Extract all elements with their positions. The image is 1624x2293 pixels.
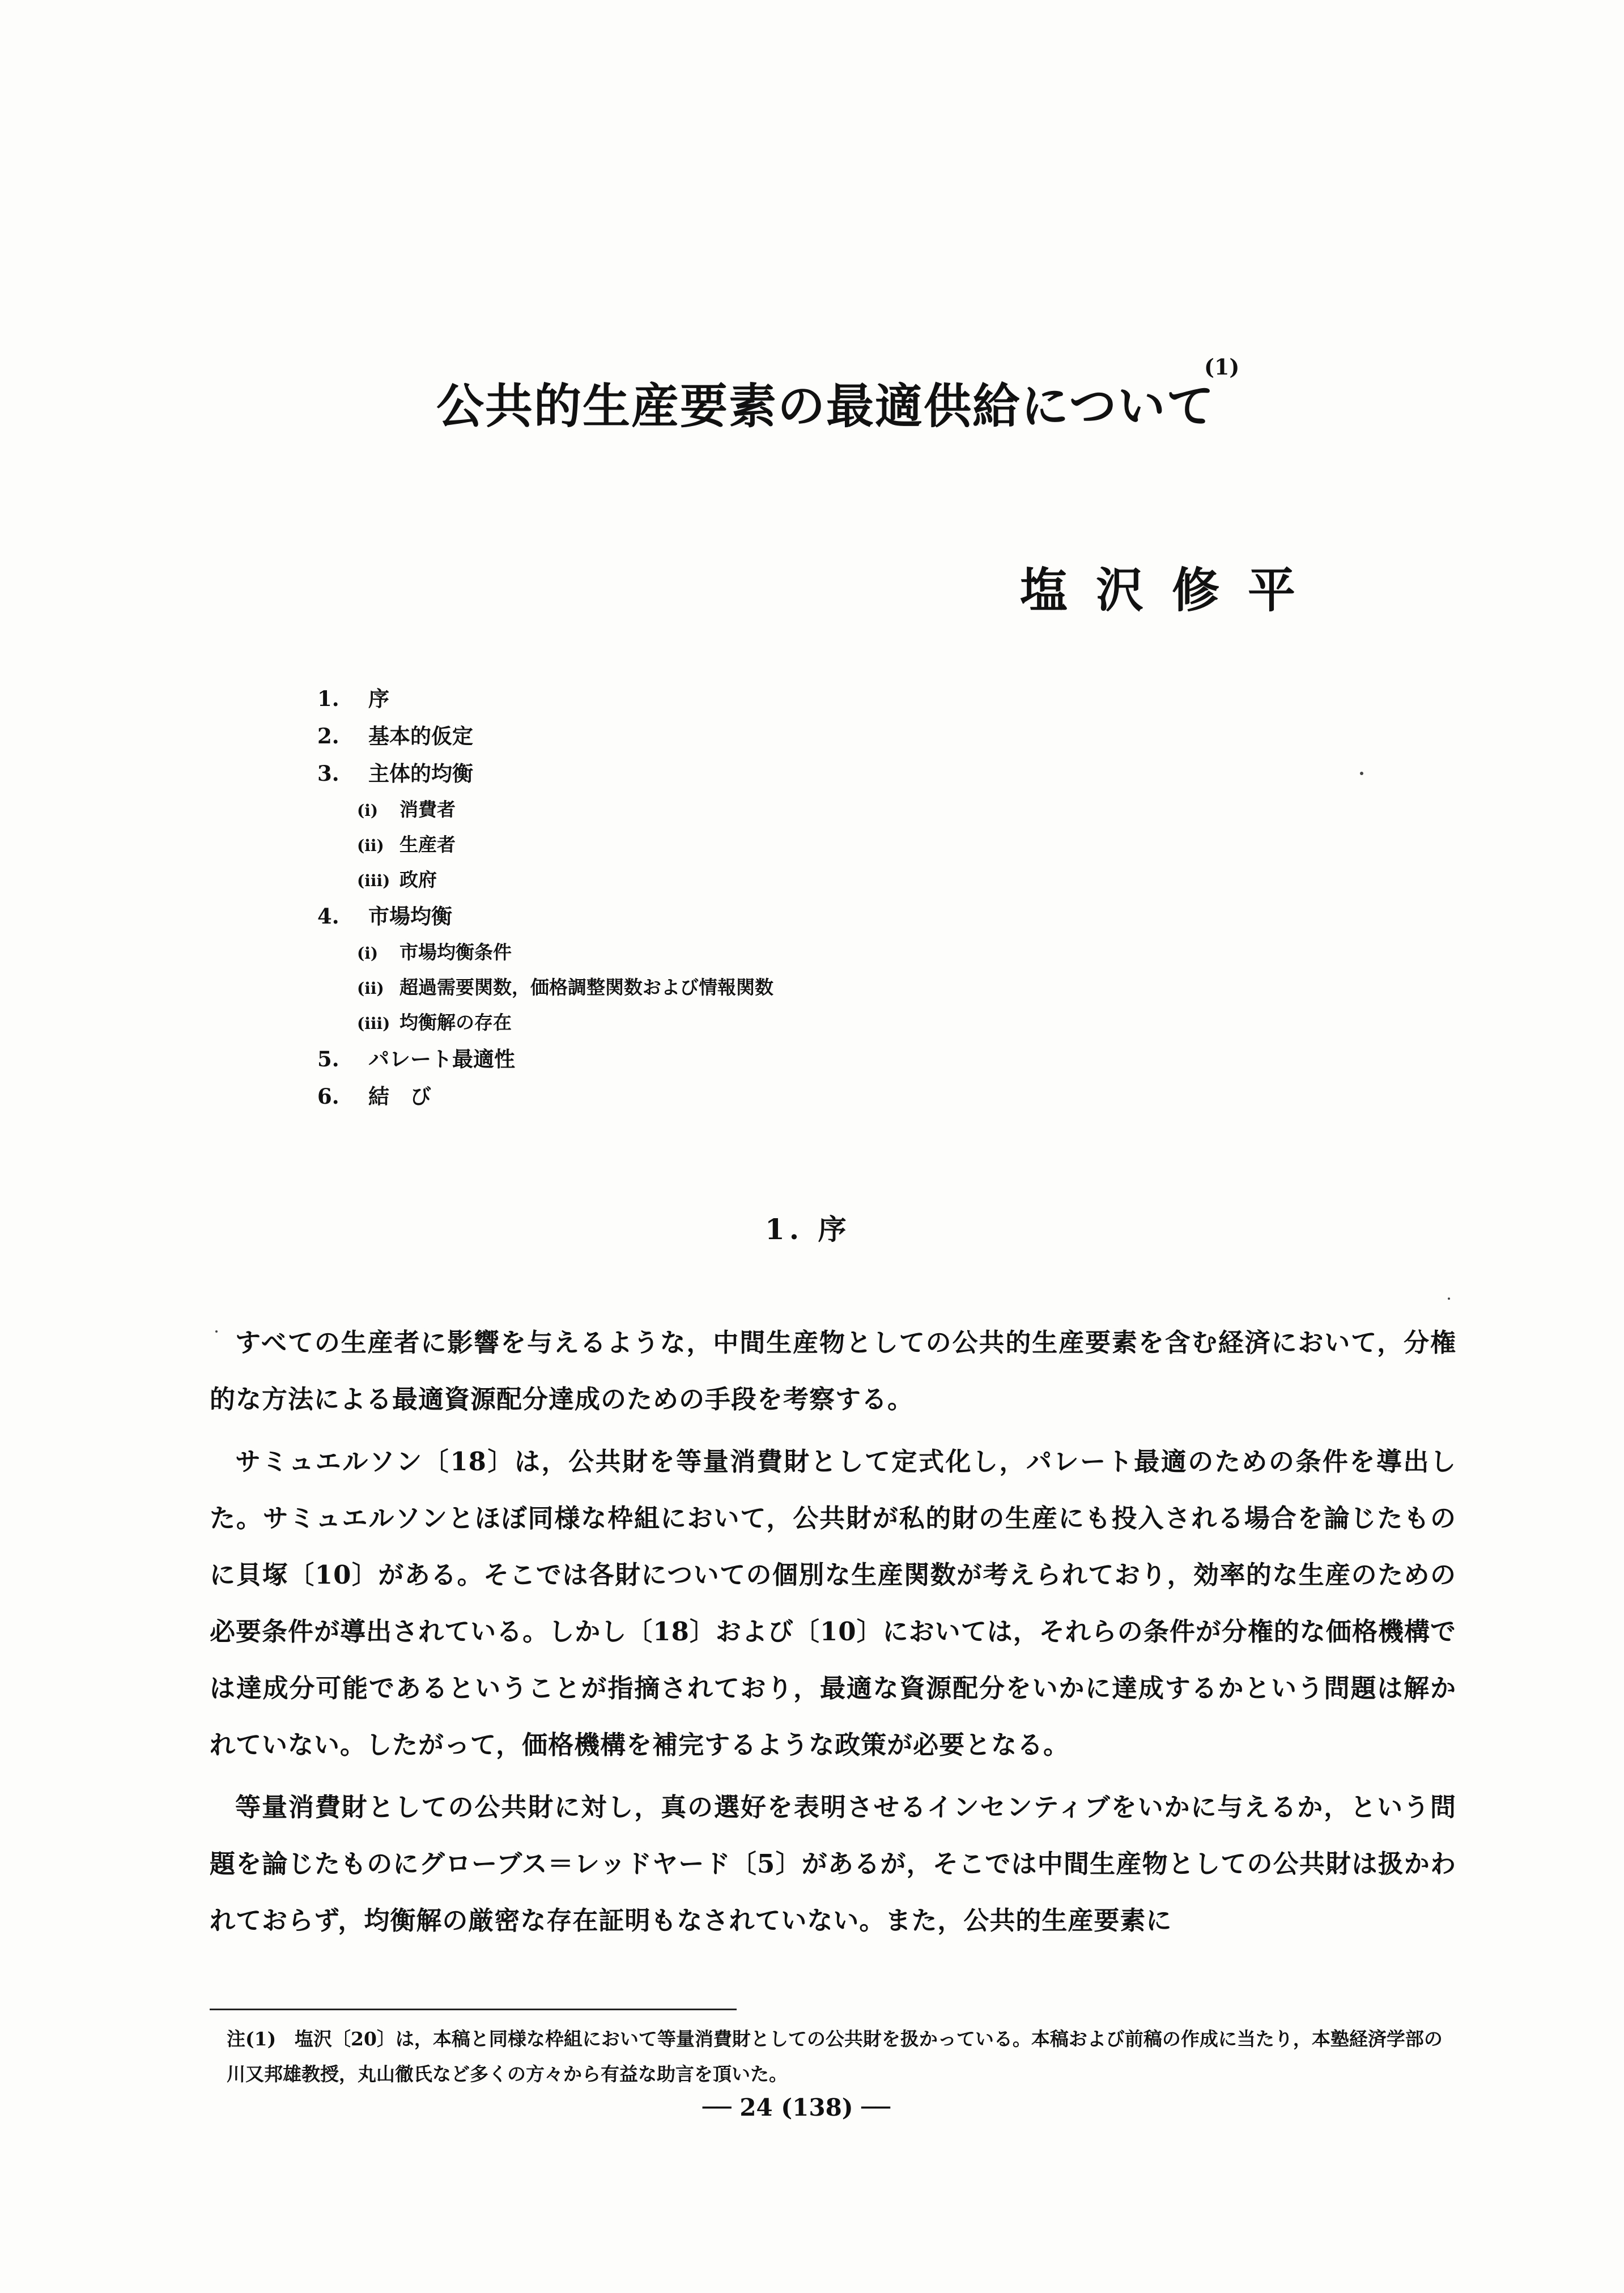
author-name: 塩沢修平	[1020, 562, 1324, 618]
footnote	[227, 2022, 1451, 2092]
toc-subitem-label: 市場均衡条件	[399, 941, 512, 963]
toc-item	[317, 1078, 1111, 1115]
toc-item-number: 3.	[317, 761, 339, 786]
toc-subitem-label: 政府	[399, 869, 437, 891]
body-paragraph: すべての生産者に影響を与えるような，中間生産物としての公共的生産要素を含む経済において，分権的な方法による最適資源配分達成のための手段を考察する。	[210, 1328, 1456, 1414]
toc-item-number: 1.	[317, 686, 339, 711]
toc-item	[317, 1040, 1111, 1078]
paper-title: 公共的生産要素の最適供給について	[436, 378, 1215, 434]
footnote-divider	[210, 2009, 737, 2010]
toc-item	[317, 717, 1111, 755]
toc-item-label: 主体的均衡	[368, 761, 473, 786]
toc-item	[317, 680, 1111, 717]
toc-item-label: 基本的仮定	[368, 724, 473, 748]
toc-subitem	[317, 970, 1111, 1005]
toc-item-number: 6.	[317, 1084, 339, 1109]
toc-item-label: 序	[368, 686, 389, 711]
toc-subitem-label: 生産者	[399, 833, 456, 856]
toc-subitem-number: (iii)	[357, 1014, 390, 1033]
toc-item-label: 市場均衡	[368, 904, 452, 929]
toc-subitem	[317, 862, 1111, 897]
toc-subitem	[317, 792, 1111, 827]
scan-speck	[215, 1330, 218, 1333]
toc-subitem-number: (iii)	[357, 871, 390, 890]
toc-subitem-label: 超過需要関数，価格調整関数および情報関数	[399, 976, 773, 998]
toc-subitem	[317, 935, 1111, 970]
body-paragraph: サミュエルソン〔18〕は，公共財を等量消費財として定式化し，パレート最適のための条件を導出した。サミュエルソンとほぼ同様な枠組において，公共財が私的財の生産にも投入される場合を論じたものに貝塚〔10〕がある。そこでは各財についての個別な生産関数が考えられており，効率的な生産のための必要条件が導出されている。しかし〔18〕および〔10〕においては，それらの条件が分権的な価格機構では達成分可能であるということが指摘されており，最適な資源配分をいかに達成するかという問題は解かれていない。したがって，価格機構を補完するような政策が必要となる。	[210, 1447, 1456, 1760]
toc-subitem-number: (ii)	[357, 979, 384, 998]
table-of-contents	[317, 680, 1111, 1115]
toc-subitem	[317, 1005, 1111, 1040]
toc-item-number: 5.	[317, 1046, 339, 1071]
toc-item	[317, 897, 1111, 935]
page-number: ── 24 (138) ──	[703, 2094, 890, 2121]
section-heading: 1. 序	[765, 1213, 851, 1246]
toc-item-label: パレート最適性	[368, 1046, 515, 1071]
scan-speck	[1360, 772, 1363, 775]
toc-item-number: 2.	[317, 724, 339, 748]
toc-subitem-label: 均衡解の存在	[399, 1011, 512, 1033]
body-paragraph: 等量消費財としての公共財に対し，真の選好を表明させるインセンティブをいかに与えるか，という問題を論じたものにグローブス＝レッドヤード〔5〕があるが，そこでは中間生産物としての公共財は扱かわれておらず，均衡解の厳密な存在証明もなされていない。また，公共的生産要素に	[210, 1792, 1456, 1935]
scan-speck	[1448, 1297, 1450, 1300]
toc-subitem-number: (i)	[357, 944, 379, 963]
toc-item	[317, 755, 1111, 792]
toc-subitem	[317, 827, 1111, 862]
toc-subitem-number: (i)	[357, 801, 379, 820]
toc-subitem-number: (ii)	[357, 836, 384, 855]
toc-subitem-label: 消費者	[399, 798, 456, 820]
footnote-text: 塩沢〔20〕は，本稿と同様な枠組において等量消費財としての公共財を扱かっている。本稿および前稿の作成に当たり，本塾経済学部の川又邦雄教授，丸山徹氏など多くの方々から有益な助言を頂いた。	[227, 2028, 1443, 2085]
toc-item-label: 結 び	[368, 1084, 431, 1109]
body-text	[210, 1314, 1456, 1955]
toc-item-number: 4.	[317, 904, 339, 929]
title-footnote-marker: (1)	[1204, 354, 1240, 380]
footnote-mark: 注(1)	[227, 2028, 277, 2050]
